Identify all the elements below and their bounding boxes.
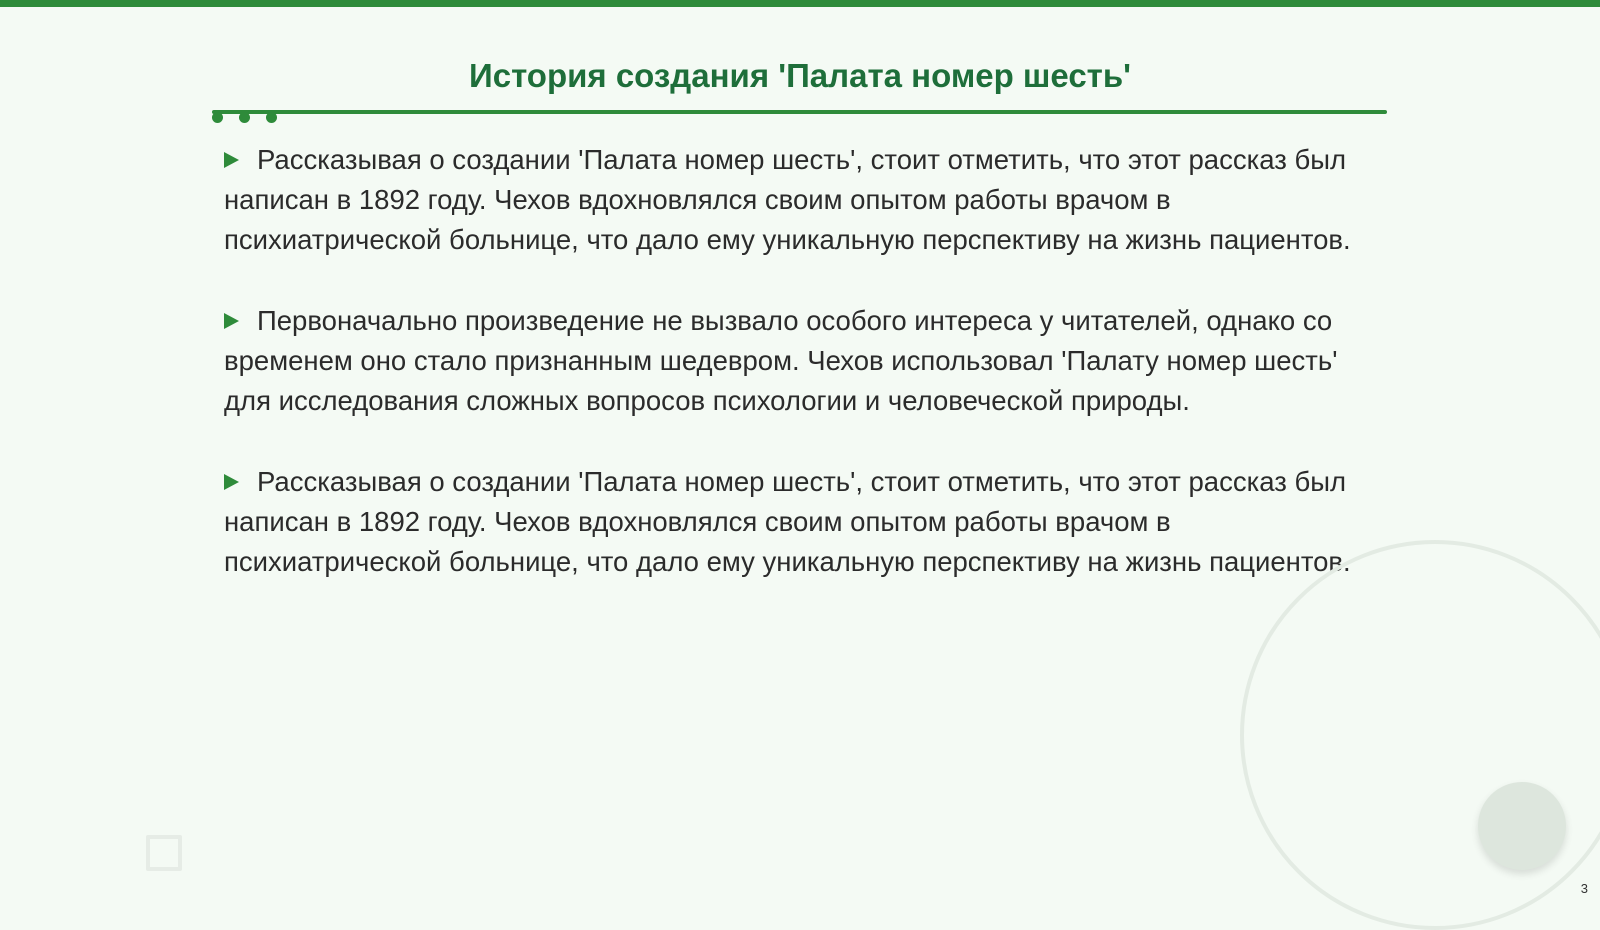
- triangle-right-icon: [224, 152, 239, 168]
- bullet-item: [224, 301, 1364, 421]
- decor-circle: [1478, 782, 1566, 870]
- decor-dot: [239, 112, 250, 123]
- bullet-list: [224, 140, 1364, 623]
- bullet-text: Рассказывая о создании 'Палата номер шесть', стоит отметить, что этот рассказ был написан в 1892 году. Чехов вдохновлялся своим опытом работы врачом в психиатрической больнице, что дало ему уникальную перспективу на жизнь пациентов.: [224, 144, 1351, 255]
- decor-ring: [1240, 540, 1600, 930]
- decor-square: [146, 835, 182, 871]
- slide-title: История создания 'Палата номер шесть': [469, 57, 1131, 94]
- page-number: 3: [1580, 881, 1588, 896]
- title-underline: [212, 110, 1387, 114]
- decor-dot: [266, 112, 277, 123]
- bullet-item: [224, 462, 1364, 582]
- decor-dot: [212, 112, 223, 123]
- bullet-text: Первоначально произведение не вызвало особого интереса у читателей, однако со временем оно стало признанным шедевром. Чехов использовал 'Палату номер шесть' для исследования сложных вопросов психологии и человеческой природы.: [224, 305, 1338, 416]
- triangle-right-icon: [224, 313, 239, 329]
- triangle-right-icon: [224, 474, 239, 490]
- top-accent-bar: [0, 0, 1600, 7]
- bullet-item: [224, 140, 1364, 260]
- bullet-text: Рассказывая о создании 'Палата номер шесть', стоит отметить, что этот рассказ был написан в 1892 году. Чехов вдохновлялся своим опытом работы врачом в психиатрической больнице, что дало ему уникальную перспективу на жизнь пациентов.: [224, 466, 1351, 577]
